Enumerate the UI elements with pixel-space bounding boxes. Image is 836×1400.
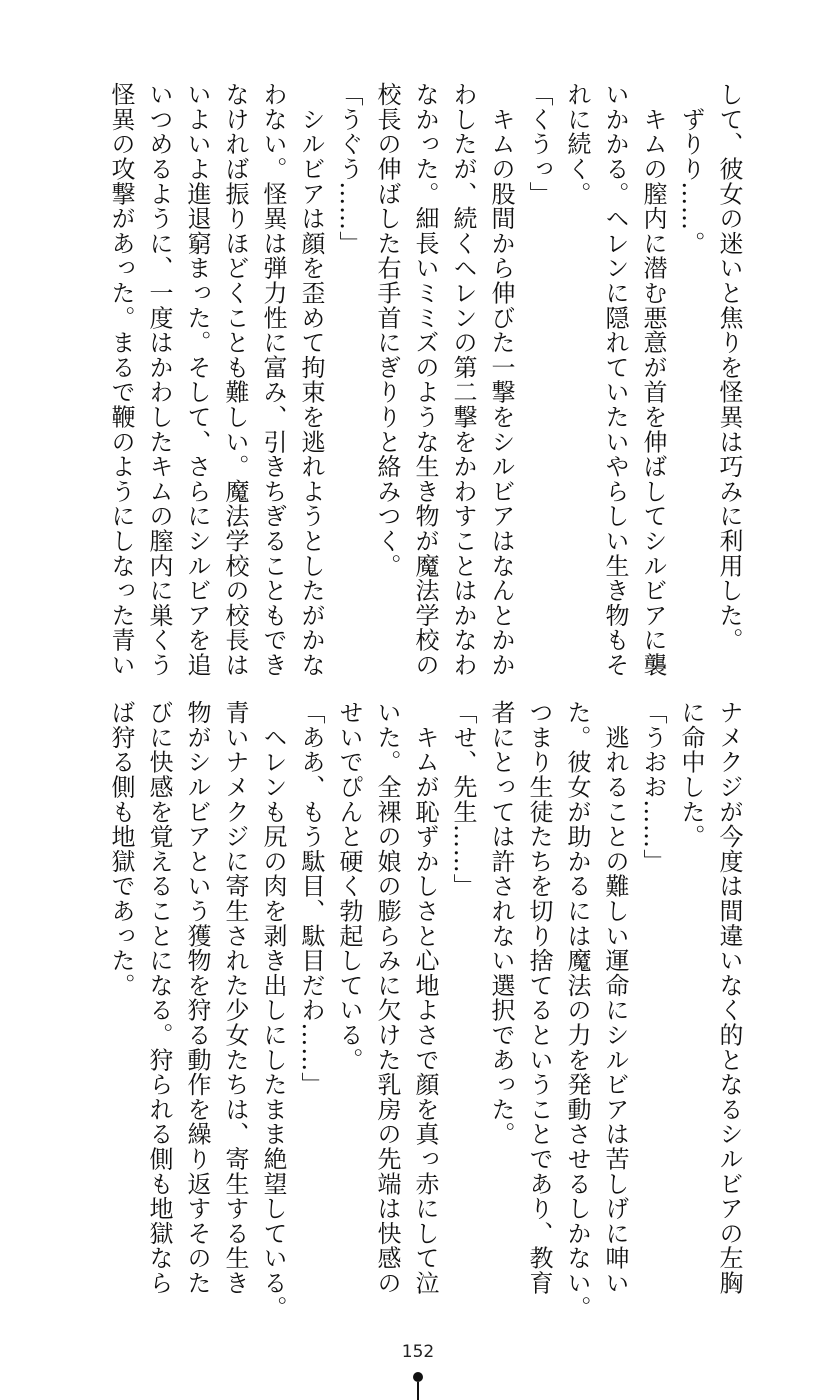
text-line: キムが恥ずかしさと心地よさで顔を真っ赤にして泣 xyxy=(411,700,439,1296)
text-line: シルビアは顔を歪めて拘束を逃れようとしたがかな xyxy=(297,82,325,678)
text-line: なければ振りほどくことも難しい。魔法学校の校長は xyxy=(221,82,249,678)
text-line: ナメクジが今度は間違いなく的となるシルビアの左胸 xyxy=(715,700,743,1296)
text-line: 「せ、先生……」 xyxy=(449,700,477,899)
text-line: ば狩る側も地獄であった。 xyxy=(107,700,135,998)
text-line: 「ああ、もう駄目、駄目だわ……」 xyxy=(297,700,325,1097)
page-number: 152 xyxy=(401,1342,435,1362)
text-line: 「くうっ」 xyxy=(525,82,553,206)
text-line: キムの膣内に潜む悪意が首を伸ばしてシルビアに襲 xyxy=(639,82,667,678)
text-line: 「うぐう……」 xyxy=(335,82,363,256)
text-line: いよいよ進退窮まった。そして、さらにシルビアを追 xyxy=(183,82,211,678)
text-line: いた。全裸の娘の膨らみに欠けた乳房の先端は快感の xyxy=(373,700,401,1296)
text-line: なかった。細長いミミズのような生き物が魔法学校の xyxy=(411,82,439,678)
text-line: わない。怪異は弾力性に富み、引きちぎることもでき xyxy=(259,82,287,678)
text-line: 者にとっては許されない選択であった。 xyxy=(487,700,515,1147)
text-line: せいでぴんと硬く勃起している。 xyxy=(335,700,363,1072)
text-line: た。彼女が助かるには魔法の力を発動させるしかない。 xyxy=(563,700,591,1320)
text-block-bottom xyxy=(88,700,748,1320)
text-line: ずりり……。 xyxy=(677,82,705,256)
text-line: 怪異の攻撃があった。まるで鞭のようにしなった青い xyxy=(107,82,135,678)
text-line: キムの股間から伸びた一撃をシルビアはなんとかか xyxy=(487,82,515,678)
page-marker-dot xyxy=(413,1372,423,1382)
text-line: いつめるように、一度はかわしたキムの膣内に巣くう xyxy=(145,82,173,678)
text-line: 青いナメクジに寄生された少女たちは、寄生する生き xyxy=(221,700,249,1296)
text-line: びに快感を覚えることになる。狩られる側も地獄なら xyxy=(145,700,173,1296)
text-block-top xyxy=(88,82,748,694)
text-line: 物がシルビアという獲物を狩る動作を繰り返すそのた xyxy=(183,700,211,1296)
text-line: わしたが、続くヘレンの第二撃をかわすことはかなわ xyxy=(449,82,477,678)
text-line: して、彼女の迷いと焦りを怪異は巧みに利用した。 xyxy=(715,82,743,653)
text-line: いかかる。ヘレンに隠れていたいやらしい生き物もそ xyxy=(601,82,629,678)
text-line: 「うおお……」 xyxy=(639,700,667,874)
text-line: れに続く。 xyxy=(563,82,591,206)
text-line: つまり生徒たちを切り捨てるということであり、教育 xyxy=(525,700,553,1296)
text-line: 校長の伸ばした右手首にぎりりと絡みつく。 xyxy=(373,82,401,578)
text-line: に命中した。 xyxy=(677,700,705,849)
page-marker-line xyxy=(417,1382,419,1400)
text-line: ヘレンも尻の肉を剥き出しにしたまま絶望している。 xyxy=(259,700,287,1320)
text-line: 逃れることの難しい運命にシルビアは苦しげに呻い xyxy=(601,700,629,1296)
